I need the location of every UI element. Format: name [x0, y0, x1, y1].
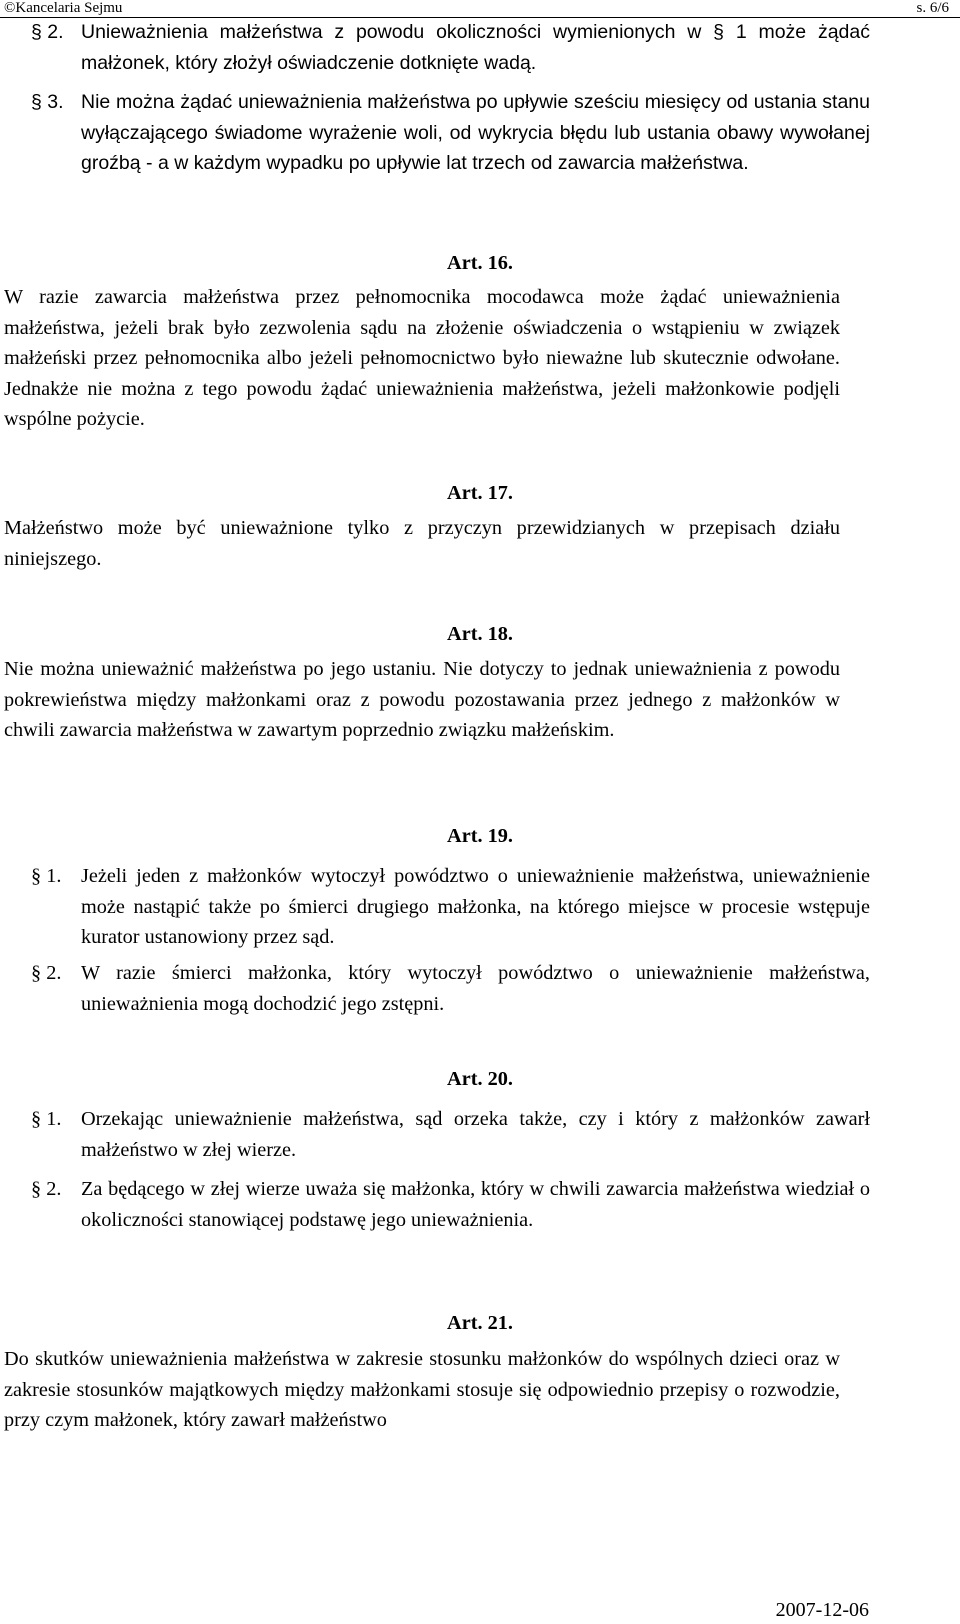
paragraph-text: Jeżeli jeden z małżonków wytoczył powództwo o unieważnienie małżeństwa, unieważnienie może nastąpić także po śmierci drugiego małżonka, na którego miejsce w procesie wstępuje kurator ustanowiony przez sąd.: [81, 865, 870, 948]
footer-date: 2007-12-06: [775, 1599, 869, 1621]
art19-paragraph-1: [31, 861, 870, 953]
article-heading: Art. 17.: [447, 482, 513, 504]
article-text: W razie zawarcia małżeństwa przez pełnomocnika mocodawca może żądać unieważnienia małżeństwa, jeżeli brak było zezwolenia sądu na złożenie oświadczenia o wstąpieniu w związek małżeński przez pełnomocnika albo jeżeli pełnomocnictwo było nieważne lub skutecznie odwołane. Jednakże nie można z tego powodu żądać unieważnienia małżeństwa, jeżeli małżonkowie podjęli wspólne pożycie.: [4, 286, 840, 430]
article-heading: Art. 20.: [447, 1068, 513, 1090]
article-heading: Art. 18.: [447, 623, 513, 645]
paragraph-number: § 3.: [31, 91, 64, 113]
paragraph-text: Unieważnienia małżeństwa z powodu okoliczności wymienionych w § 1 może żądać małżonek, który złożył oświadczenie dotknięte wadą.: [81, 21, 870, 74]
paragraph-text: W razie śmierci małżonka, który wytoczył powództwo o unieważnienie małżeństwa, unieważnienia mogą dochodzić jego zstępni.: [81, 962, 870, 1015]
header-page-number: s. 6/6: [916, 0, 949, 16]
article-text: Małżeństwo może być unieważnione tylko z przyczyn przewidzianych w przepisach działu niniejszego.: [4, 517, 840, 570]
paragraph-number: § 2.: [31, 962, 62, 984]
art20-paragraph-2: [31, 1174, 870, 1266]
paragraph-number: § 1.: [31, 865, 62, 887]
paragraph-number: § 2.: [31, 21, 64, 43]
paragraph-number: § 1.: [31, 1108, 62, 1130]
article-heading: Art. 16.: [447, 252, 513, 274]
paragraph-text: Za będącego w złej wierze uważa się małżonka, który w chwili zawarcia małżeństwa wiedział o okoliczności stanowiącej podstawę jego unieważnienia.: [81, 1178, 870, 1231]
art19-paragraph-2: [31, 958, 870, 1020]
article-heading: Art. 21.: [447, 1312, 513, 1334]
header-publisher: ©Kancelaria Sejmu: [4, 0, 123, 16]
art15-paragraph-3: [31, 87, 870, 211]
paragraph-text: Nie można żądać unieważnienia małżeństwa po upływie sześciu miesięcy od ustania stanu wyłączającego świadome wyrażenie woli, od wykrycia błędu lub ustania obawy wywołanej groźbą - a w każdym wypadku po upływie lat trzech od zawarcia małżeństwa.: [81, 91, 870, 174]
article-text: Do skutków unieważnienia małżeństwa w zakresie stosunku małżonków do wspólnych dzieci oraz w zakresie stosunków majątkowych między małżonkami stosuje się odpowiednio przepisy o rozwodzie, przy czym małżonek, który zawarł małżeństwo: [4, 1348, 840, 1431]
paragraph-text: Orzekając unieważnienie małżeństwa, sąd orzeka także, czy i który z małżonków zawarł małżeństwo w złej wierze.: [81, 1108, 870, 1161]
article-text: Nie można unieważnić małżeństwa po jego ustaniu. Nie dotyczy to jednak unieważnienia z powodu pokrewieństwa między małżonkami oraz z powodu pozostawania przez jednego z małżonków w chwili zawarcia małżeństwa w zawartym poprzednio związku małżeńskim.: [4, 658, 840, 741]
art20-paragraph-1: [31, 1104, 870, 1166]
paragraph-number: § 2.: [31, 1178, 62, 1200]
art15-paragraph-2: [31, 17, 870, 79]
article-heading: Art. 19.: [447, 825, 513, 847]
